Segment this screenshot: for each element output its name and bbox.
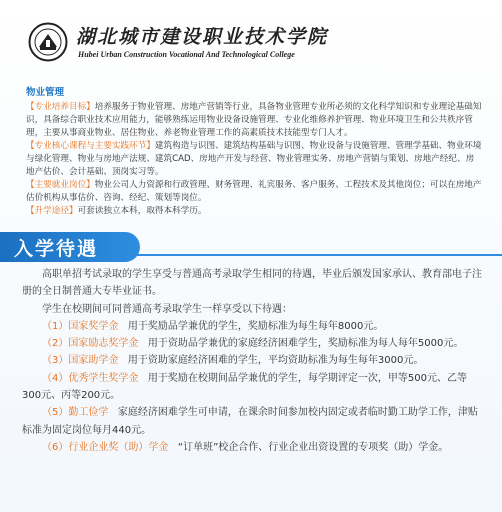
- benefit-text: 用于资助品学兼优的家庭经济困难学生，奖励标准为每人每年5000元。: [147, 338, 464, 350]
- training-goal-tag: 【专业培养目标】: [26, 102, 95, 112]
- benefit-item: [22, 352, 484, 369]
- school-name-chinese: 湖北城市建设职业技术学院: [76, 26, 329, 48]
- benefit-number: （2）: [42, 338, 69, 350]
- core-courses-paragraph: [26, 140, 482, 179]
- jobs-text: 物业公司人力资源和行政管理、财务管理、礼宾服务、客户服务、工程技术及其他岗位；可以在房地产估价机构从事估价、咨询、经纪、策划等岗位。: [26, 180, 482, 203]
- training-goal-text: 培养服务于物业管理、房地产营销等行业，具备物业管理专业所必须的文化科学知识和专业理论基础知识，具备综合职业技术应用能力，能够熟练运用物业设备设施管理、专业化维修养护管理、物业环境卫生和公共秩序管理，主要从事商业物业、居住物业、养老物业管理工作的高素质技术技能型专门人才。: [26, 102, 482, 138]
- section-banner: [0, 232, 502, 262]
- benefit-name: 优秀学生奖学金: [68, 372, 139, 384]
- jobs-tag: 【主要就业岗位】: [26, 180, 95, 190]
- jobs-paragraph: [26, 179, 482, 205]
- school-name-english: Hubei Urban Construction Vocational And Technological College: [78, 50, 295, 59]
- benefit-text: “订单班”校企合作、行业企业出资设置的专项奖（助）学金。: [177, 441, 449, 453]
- admission-benefits-lead: 学生在校期间可同普通高考录取学生一样享受以下待遇：: [42, 303, 292, 315]
- benefit-name: 国家助学金: [68, 355, 119, 367]
- benefit-name: 国家奖学金: [68, 320, 119, 332]
- benefit-name: 勤工俭学: [68, 407, 109, 419]
- benefit-number: （6）: [42, 441, 69, 453]
- benefit-name: 行业企业奖（助）学金: [68, 441, 169, 453]
- benefit-number: （3）: [42, 355, 69, 367]
- benefit-text: 家庭经济困难学生可申请，在课余时间参加校内固定或者临时勤工助学工作，津贴标准为固定岗位每月440元。: [22, 407, 478, 436]
- major-section: [26, 84, 482, 218]
- benefit-item: [22, 318, 484, 335]
- benefit-number: （4）: [42, 372, 69, 384]
- admission-section: [22, 266, 484, 456]
- benefit-name: 国家励志奖学金: [68, 338, 139, 350]
- core-courses-text: 建筑构造与识图、建筑结构基础与识图、物业设备与设施管理、管理学基础、物业环境与绿化管理、物业与房地产法规、建筑CAD、房地产开发与经营、物业管理实务、房地产营销与策划、房地产经纪、房地产估价、会计基础、顶岗实习等。: [26, 141, 482, 177]
- benefit-text: 用于奖励在校期间品学兼优的学生，每学期评定一次，甲等500元、乙等300元、丙等200元。: [22, 372, 468, 402]
- school-emblem-icon: [28, 22, 68, 62]
- benefit-number: （5）: [42, 407, 69, 419]
- upgrade-text: 可套读独立本科，取得本科学历。: [77, 206, 207, 216]
- admission-intro-paragraph: 高职单招考试录取的学生享受与普通高考录取学生相同的待遇，毕业后颁发国家承认、教育部电子注册的全日制普通大专毕业证书。: [22, 269, 482, 298]
- upgrade-tag: 【升学途径】: [26, 206, 78, 216]
- banner-divider-line: [130, 254, 502, 256]
- core-courses-tag: 【专业核心课程与主要实践环节】: [26, 141, 155, 151]
- upgrade-paragraph: [26, 205, 482, 218]
- major-title: 物业管理: [26, 87, 65, 98]
- benefit-item: [22, 404, 484, 439]
- training-goal-paragraph: [26, 101, 482, 140]
- benefit-item: [22, 335, 484, 352]
- banner-title: 入学待遇: [14, 238, 99, 260]
- benefit-text: 用于奖励品学兼优的学生，奖励标准为每生每年8000元。: [127, 320, 384, 332]
- benefit-item: [22, 370, 484, 405]
- benefit-text: 用于资助家庭经济困难的学生，平均资助标准为每生每年3000元。: [127, 355, 424, 367]
- benefit-number: （1）: [42, 320, 69, 332]
- school-header: [28, 20, 468, 70]
- benefit-item: [22, 439, 484, 456]
